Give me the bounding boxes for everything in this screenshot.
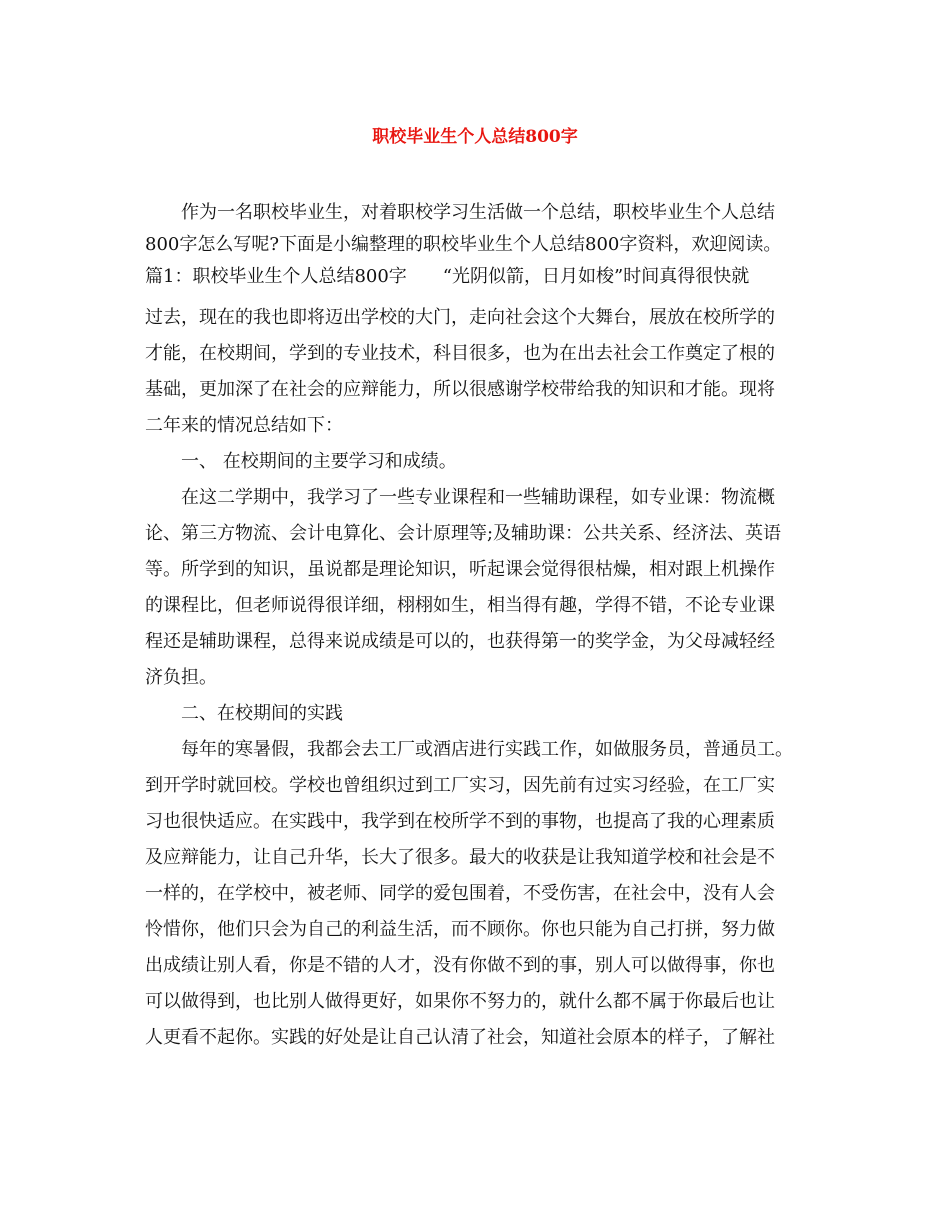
paragraph-line-9: 在这二学期中，我学习了一些专业课程和一些辅助课程，如专业课：物流概 <box>181 487 775 508</box>
paragraph-line-24: 人更看不起你。实践的好处是让自己认清了社会，知道社会原本的样子，了解社 <box>145 1027 775 1048</box>
paragraph-line-17: 到开学时就回校。学校也曾组织过到工厂实习，因先前有过实习经验，在工厂实 <box>145 775 775 796</box>
paragraph-line-14: 济负担。 <box>145 667 217 688</box>
paragraph-line-4: 过去，现在的我也即将迈出学校的大门，走向社会这个大舞台，展放在校所学的 <box>145 307 775 328</box>
paragraph-line-12: 的课程比，但老师说得很详细，栩栩如生，相当得有趣，学得不错，不论专业课 <box>145 595 775 616</box>
section-heading-2: 二、在校期间的实践 <box>181 703 343 724</box>
paragraph-line-2: 800字怎么写呢?下面是小编整理的职校毕业生个人总结800字资料，欢迎阅读。 <box>145 234 782 255</box>
paragraph-line-3: 篇1：职校毕业生个人总结800字 “光阴似箭，日月如梭”时间真得很快就 <box>145 266 750 287</box>
paragraph-line-7: 二年来的情况总结如下： <box>145 415 343 436</box>
paragraph-line-22: 出成绩让别人看，你是不错的人才，没有你做不到的事，别人可以做得事，你也 <box>145 955 775 976</box>
paragraph-line-13: 程还是辅助课程，总得来说成绩是可以的，也获得第一的奖学金，为父母减轻经 <box>145 631 775 652</box>
paragraph-line-1: 作为一名职校毕业生，对着职校学习生活做一个总结，职校毕业生个人总结 <box>181 202 775 223</box>
paragraph-line-5: 才能，在校期间，学到的专业技术，科目很多，也为在出去社会工作奠定了根的 <box>145 343 775 364</box>
paragraph-line-16: 每年的寒暑假，我都会去工厂或酒店进行实践工作，如做服务员，普通员工。 <box>181 739 793 760</box>
section-heading-1: 一、 在校期间的主要学习和成绩。 <box>181 451 457 472</box>
paragraph-line-10: 论、第三方物流、会计电算化、会计原理等;及辅助课：公共关系、经济法、英语 <box>145 523 782 544</box>
paragraph-line-11: 等。所学到的知识，虽说都是理论知识，听起课会觉得很枯燥，相对跟上机操作 <box>145 559 775 580</box>
paragraph-line-18: 习也很快适应。在实践中，我学到在校所学不到的事物，也提高了我的心理素质 <box>145 811 775 832</box>
paragraph-line-19: 及应辩能力，让自己升华，长大了很多。最大的收获是让我知道学校和社会是不 <box>145 847 775 868</box>
paragraph-line-23: 可以做得到，也比别人做得更好，如果你不努力的，就什么都不属于你最后也让 <box>145 991 775 1012</box>
paragraph-line-6: 基础，更加深了在社会的应辩能力，所以很感谢学校带给我的知识和才能。现将 <box>145 379 775 400</box>
paragraph-line-21: 怜惜你，他们只会为自己的利益生活，而不顾你。你也只能为自己打拼，努力做 <box>145 919 775 940</box>
document-title: 职校毕业生个人总结800字 <box>372 127 578 147</box>
paragraph-line-20: 一样的，在学校中，被老师、同学的爱包围着，不受伤害，在社会中，没有人会 <box>145 883 775 904</box>
